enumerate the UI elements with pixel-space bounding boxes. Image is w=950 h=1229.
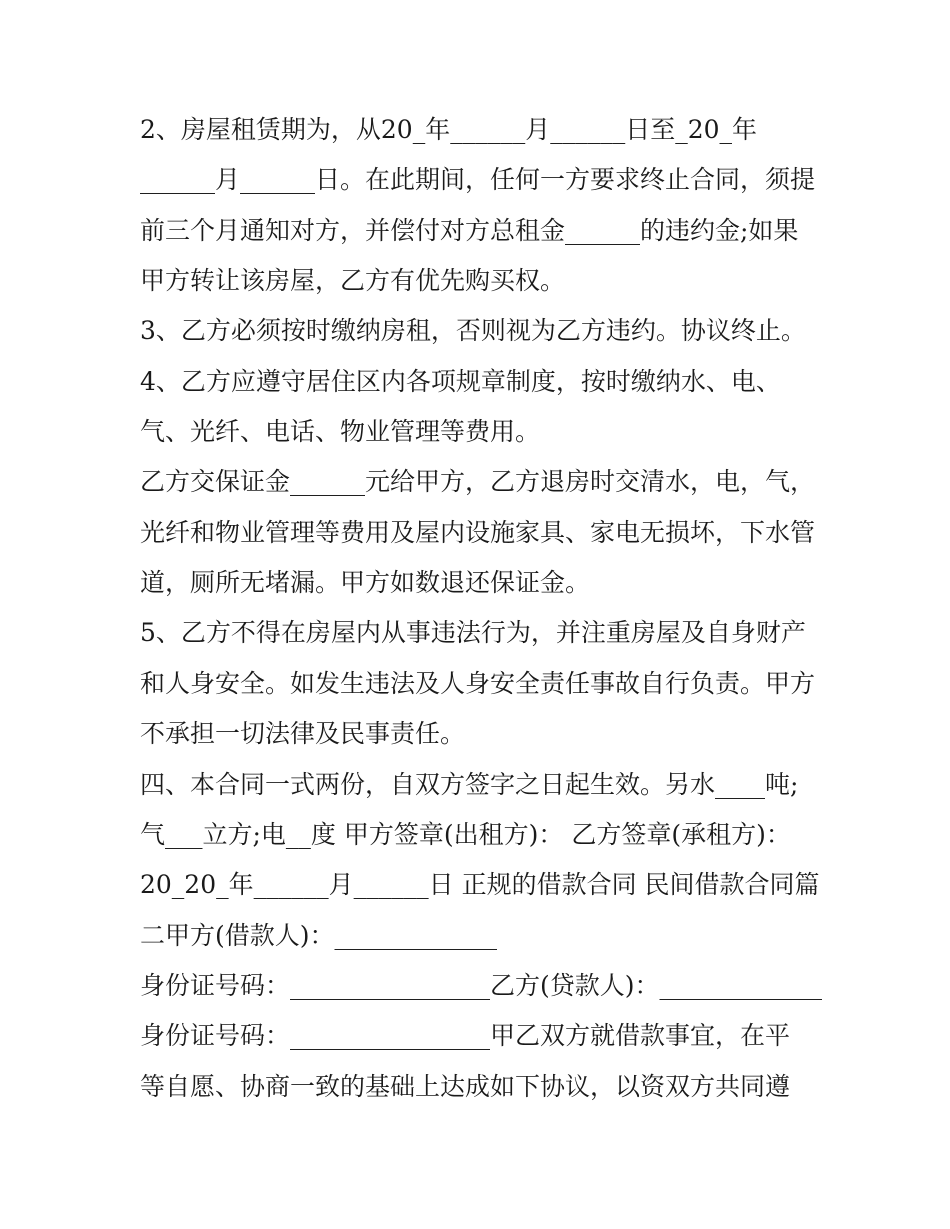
text-line: 道，厕所无堵漏。甲方如数退还保证金。 — [140, 568, 591, 597]
text-line: 气、光纤、电话、物业管理等费用。 — [140, 417, 541, 446]
text-line: 乙方交保证金______元给甲方，乙方退房时交清水，电，气， — [140, 467, 816, 496]
text-line: 4、乙方应遵守居住区内各项规章制度，按时缴纳水、电、 — [140, 367, 781, 396]
text-line: 气___立方;电__度 甲方签章(出租方)： 乙方签章(承租方)： — [140, 820, 791, 849]
text-line: 5、乙方不得在房屋内从事违法行为，并注重房屋及自身财产 — [140, 618, 806, 647]
text-line: 和人身安全。如发生违法及人身安全责任事故自行负责。甲方 — [140, 669, 816, 698]
text-line: 不承担一切法律及民事责任。 — [140, 719, 466, 748]
text-line: 前三个月通知对方，并偿付对方总租金______的违约金;如果 — [140, 216, 799, 245]
text-line: 2、房屋租赁期为，从20_年______月______日至_20_年 — [140, 115, 758, 144]
text-line: 3、乙方必须按时缴纳房租，否则视为乙方违约。协议终止。 — [140, 316, 806, 345]
text-line: 身份证号码：________________甲乙双方就借款事宜，在平 — [140, 1021, 791, 1050]
text-line: 二甲方(借款人)：_____________ — [140, 921, 498, 950]
text-line: 四、本合同一式两份，自双方签字之日起生效。另水____吨; — [140, 770, 799, 799]
text-line: 身份证号码：________________乙方(贷款人)：_____________ — [140, 971, 823, 1000]
text-line: 20_20_年______月______日 正规的借款合同 民间借款合同篇 — [140, 870, 820, 899]
text-line: ______月______日。在此期间，任何一方要求终止合同，须提 — [140, 165, 816, 194]
text-line: 光纤和物业管理等费用及屋内设施家具、家电无损坏，下水管 — [140, 518, 816, 547]
text-line: 等自愿、协商一致的基础上达成如下协议，以资双方共同遵 — [140, 1072, 791, 1101]
text-line: 甲方转让该房屋，乙方有优先购买权。 — [140, 266, 566, 295]
